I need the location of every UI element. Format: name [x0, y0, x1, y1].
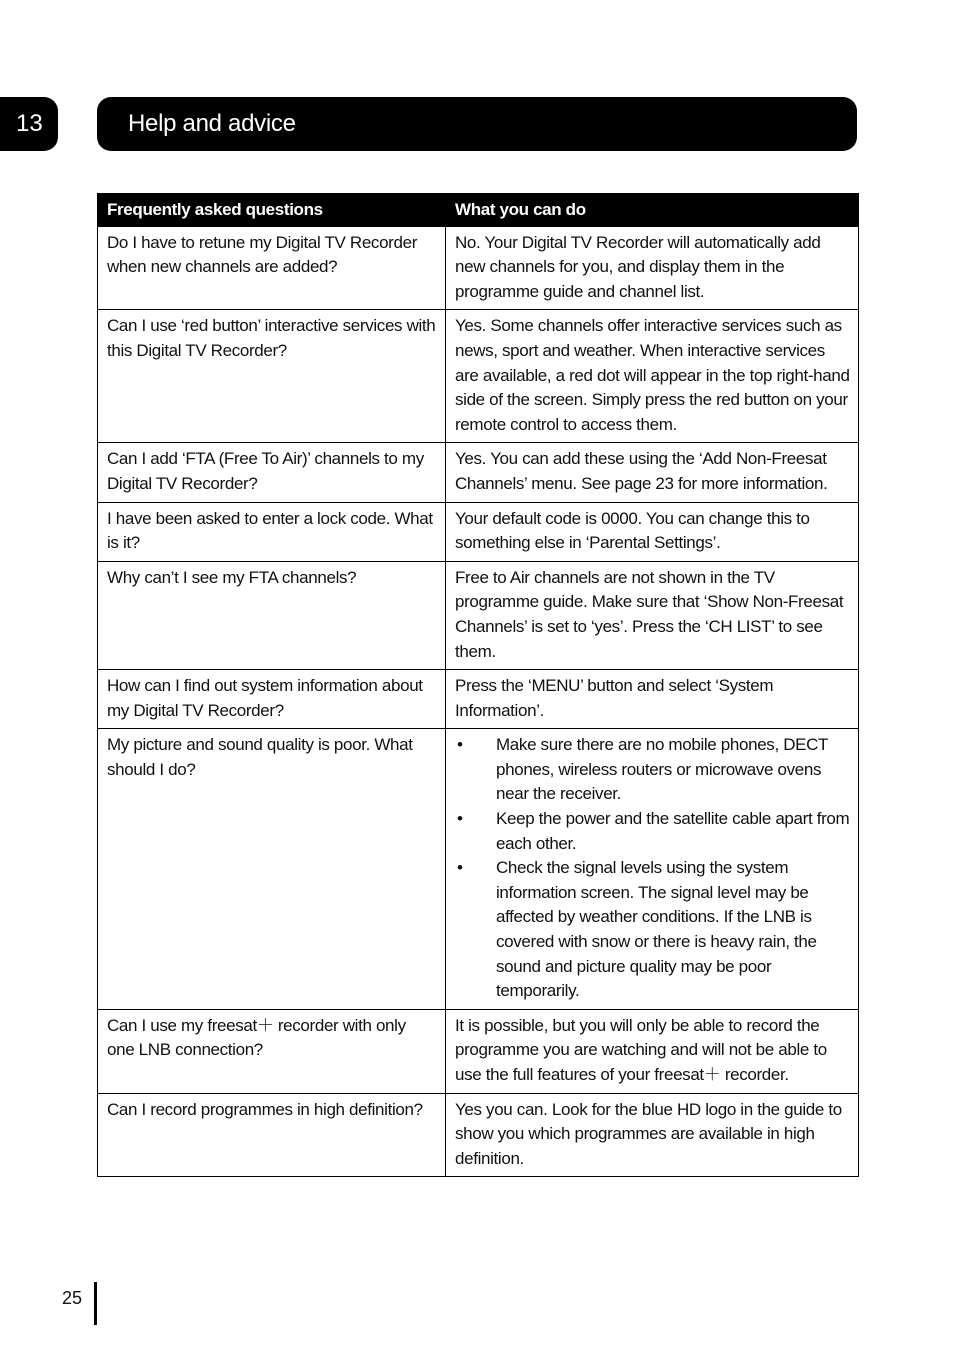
- faq-answer: [446, 729, 859, 1010]
- faq-question: I have been asked to enter a lock code. What is it?: [98, 502, 446, 561]
- table-row: [98, 443, 859, 502]
- answer-bullet-item: • Check the signal levels using the system information screen. The signal level may be affected by weather conditions. If the LNB is covered with snow or there is heavy rain, the sound and picture quality may be poor temporarily.: [455, 856, 850, 1004]
- table-row: [98, 670, 859, 729]
- footer-divider: [94, 1282, 97, 1325]
- answer-bullet-list: [455, 733, 850, 1004]
- table-row: [98, 226, 859, 310]
- table-row: [98, 1009, 859, 1093]
- faq-question: Can I record programmes in high definition?: [98, 1093, 446, 1177]
- faq-answer: No. Your Digital TV Recorder will automatically add new channels for you, and display them in the programme guide and channel list.: [446, 226, 859, 310]
- faq-question: Why can’t I see my FTA channels?: [98, 561, 446, 669]
- table-row: [98, 561, 859, 669]
- faq-question: My picture and sound quality is poor. What should I do?: [98, 729, 446, 1010]
- section-title: Help and advice: [97, 97, 857, 151]
- table-row: [98, 502, 859, 561]
- answer-bullet-item: • Make sure there are no mobile phones, DECT phones, wireless routers or microwave ovens near the receiver.: [455, 733, 850, 807]
- faq-answer: Yes. Some channels offer interactive services such as news, sport and weather. When interactive services are available, a red dot will appear in the top right-hand side of the screen. Simply press the red button on your remote control to access them.: [446, 310, 859, 443]
- answer-bullet-item: • Keep the power and the satellite cable apart from each other.: [455, 807, 850, 856]
- column-header-answers: What you can do: [446, 194, 859, 227]
- faq-question: Can I add ‘FTA (Free To Air)’ channels to my Digital TV Recorder?: [98, 443, 446, 502]
- table-row: [98, 729, 859, 1010]
- faq-answer: Yes you can. Look for the blue HD logo in the guide to show you which programmes are available in high definition.: [446, 1093, 859, 1177]
- page-number: 25: [62, 1288, 83, 1308]
- chapter-number-tab: 13: [0, 97, 58, 151]
- faq-question: Can I use ‘red button’ interactive services with this Digital TV Recorder?: [98, 310, 446, 443]
- faq-question: How can I find out system information about my Digital TV Recorder?: [98, 670, 446, 729]
- faq-header-row: [98, 194, 859, 227]
- faq-question: Can I use my freesat＋ recorder with only one LNB connection?: [98, 1009, 446, 1093]
- faq-answer: Your default code is 0000. You can change this to something else in ‘Parental Settings’.: [446, 502, 859, 561]
- faq-answer: Press the ‘MENU’ button and select ‘System Information’.: [446, 670, 859, 729]
- column-header-questions: Frequently asked questions: [98, 194, 446, 227]
- faq-question: Do I have to retune my Digital TV Recorder when new channels are added?: [98, 226, 446, 310]
- faq-answer: Free to Air channels are not shown in the TV programme guide. Make sure that ‘Show Non-Freesat Channels’ is set to ‘yes’. Press the ‘CH LIST’ to see them.: [446, 561, 859, 669]
- faq-answer: Yes. You can add these using the ‘Add Non-Freesat Channels’ menu. See page 23 for more information.: [446, 443, 859, 502]
- table-row: [98, 1093, 859, 1177]
- table-row: [98, 310, 859, 443]
- faq-table: [97, 193, 859, 1177]
- faq-answer: It is possible, but you will only be able to record the programme you are watching and will not be able to use the full features of your freesat＋ recorder.: [446, 1009, 859, 1093]
